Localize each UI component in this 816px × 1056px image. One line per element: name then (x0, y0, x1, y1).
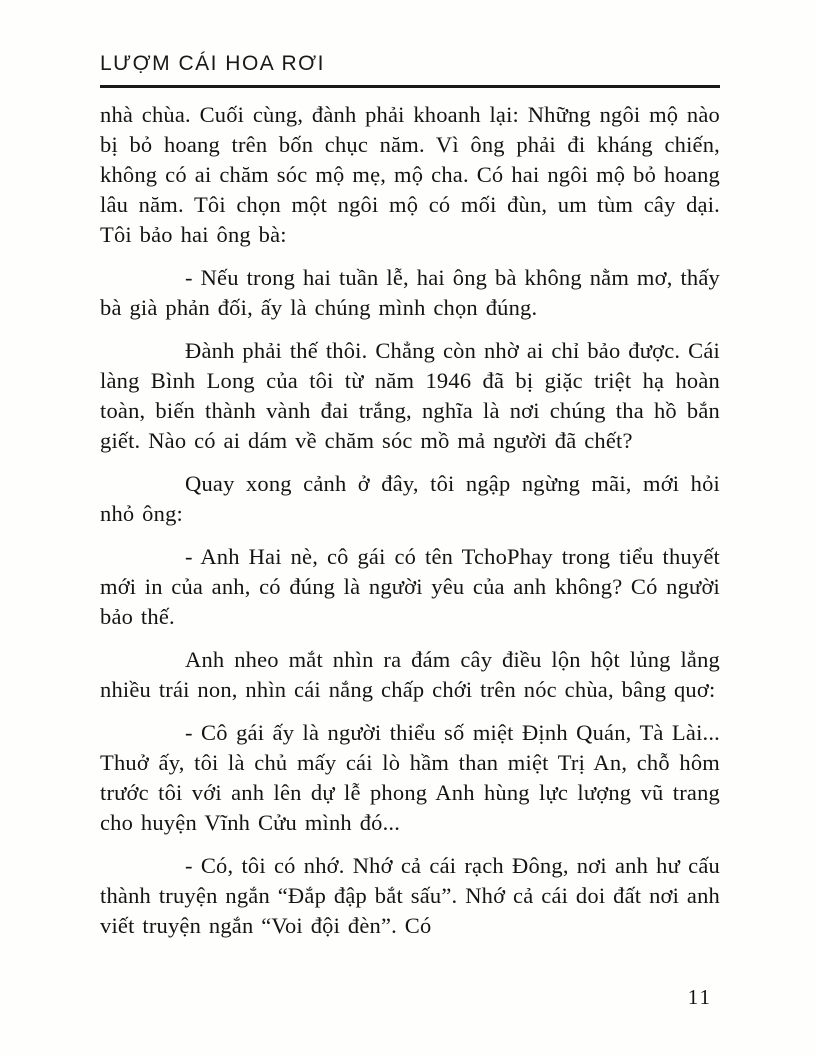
page-body (100, 100, 720, 954)
paragraph: - Cô gái ấy là người thiểu số miệt Định Quán, Tà Lài... Thuở ấy, tôi là chủ mấy cái lò hầm than miệt Trị An, chỗ hôm trước tôi với anh lên dự lễ phong Anh hùng lực lượng vũ trang cho huyện Vĩnh Cửu mình đó... (100, 720, 720, 835)
page-number: 11 (687, 985, 712, 1009)
paragraph: - Có, tôi có nhớ. Nhớ cả cái rạch Đông, nơi anh hư cấu thành truyện ngắn “Đắp đập bắt sấu”. Nhớ cả cái doi đất nơi anh viết truyện ngắn “Voi đội đèn”. Có (100, 853, 720, 938)
paragraph: - Nếu trong hai tuần lễ, hai ông bà không nằm mơ, thấy bà già phản đối, ấy là chúng mình chọn đúng. (100, 265, 720, 320)
paragraph: nhà chùa. Cuối cùng, đành phải khoanh lại: Những ngôi mộ nào bị bỏ hoang trên bốn chục năm. Vì ông phải đi kháng chiến, không có ai chăm sóc mộ mẹ, mộ cha. Có hai ngôi mộ bỏ hoang lâu năm. Tôi chọn một ngôi mộ có mối đùn, um tùm cây dại. Tôi bảo hai ông bà: (100, 102, 720, 247)
paragraph: Quay xong cảnh ở đây, tôi ngập ngừng mãi, mới hỏi nhỏ ông: (100, 471, 720, 526)
paragraph: Anh nheo mắt nhìn ra đám cây điều lộn hột lủng lẳng nhiều trái non, nhìn cái nắng chấp chới trên nóc chùa, bâng quơ: (100, 647, 720, 702)
header-rule (100, 85, 720, 88)
page-header (100, 52, 720, 88)
paragraph: - Anh Hai nè, cô gái có tên TchoPhay trong tiểu thuyết mới in của anh, có đúng là người yêu của anh không? Có người bảo thế. (100, 544, 720, 629)
running-head-title: LƯỢM CÁI HOA RƠI (100, 52, 325, 75)
paragraph: Đành phải thế thôi. Chẳng còn nhờ ai chỉ bảo được. Cái làng Bình Long của tôi từ năm 1946 đã bị giặc triệt hạ hoàn toàn, biến thành vành đai trắng, nghĩa là nơi chúng tha hồ bắn giết. Nào có ai dám về chăm sóc mồ mả người đã chết? (100, 338, 720, 453)
